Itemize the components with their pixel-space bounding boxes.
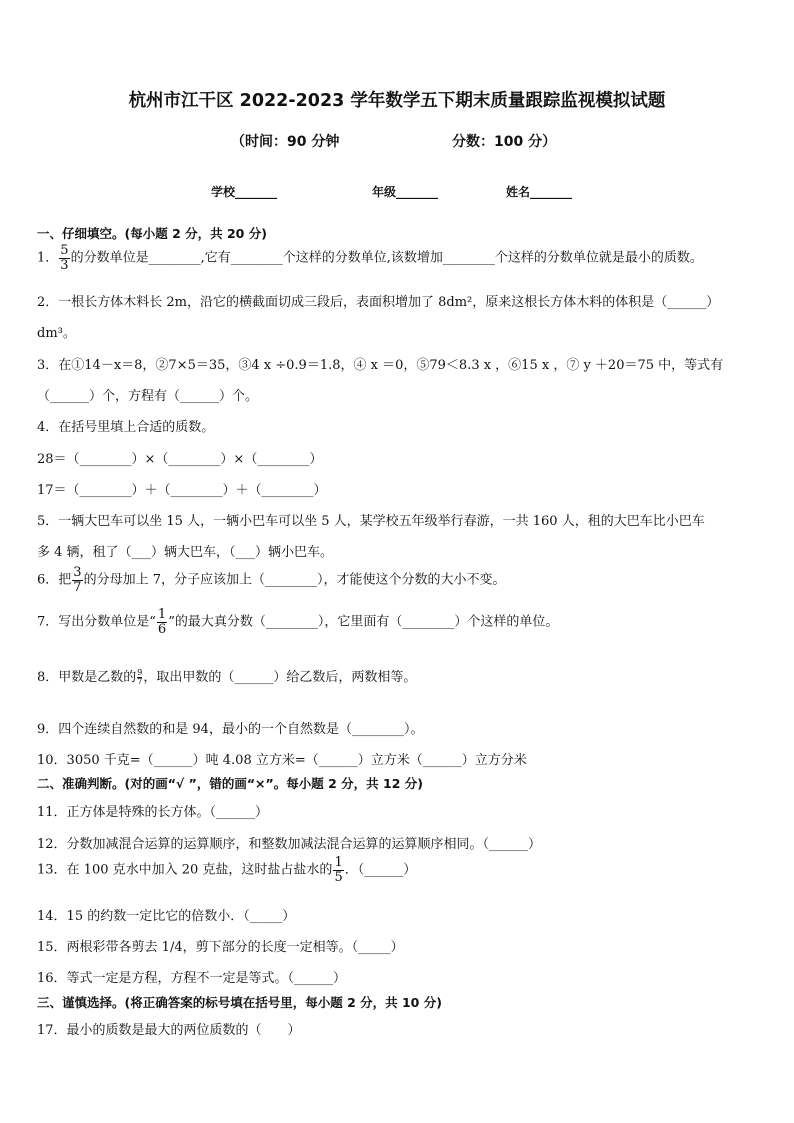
question-text: ．（______） [344,862,417,878]
school-field: 学校_______ [211,185,278,199]
question-16: 16．等式一定是方程，方程不一定是等式。（______） [37,971,347,986]
question-4-line-3: 17＝（________）＋（________）＋（________） [37,483,327,498]
name-field: 姓名_______ [506,185,573,199]
question-14: 14．15 的约数一定比它的倍数小．（_____） [37,909,296,924]
fraction-numerator: 1 [334,855,343,870]
exam-score: 分数：100 分） [452,134,557,150]
fraction-numerator: 9 [137,667,143,677]
question-17: 17．最小的质数是最大的两位质数的（ ） [37,1023,301,1038]
question-prefix: 6．把 [37,572,72,588]
question-4-line-1: 4．在括号里填上合适的质数。 [37,420,215,435]
question-2-line-2: dm³。 [37,326,76,341]
fraction [137,669,142,687]
question-3-line-2: （______）个，方程有（______）个。 [37,389,259,404]
question-5-line-2: 多 4 辆，租了（___）辆大巴车，（___）辆小巴车。 [37,545,334,560]
grade-field: 年级_______ [372,185,439,199]
fraction-denominator: 7 [137,677,143,686]
fraction-numerator: 5 [60,243,69,258]
question-text: ，取出甲数的（______）给乙数后，两数相等。 [143,670,417,685]
fraction [59,244,69,272]
section-heading-2: 二、准确判断。(对的画“√ ”，错的画“×”。每小题 2 分，共 12 分) [37,776,423,791]
question-6 [37,566,505,594]
fraction-denominator: 6 [157,621,167,637]
question-2-line-1: 2．一根长方体木料长 2m，沿它的横截面切成三段后，表面积增加了 8dm²，原来这根长方体木料的体积是（______） [37,295,720,310]
fraction-denominator: 3 [60,257,69,273]
question-3-line-1: 3．在①14－x＝8，②7×5＝35，③4 x ÷0.9＝1.8，④ x ＝0，⑤79＜8.3 x ，⑥15 x ，⑦ y ＋20＝75 中，等式有 [37,358,724,373]
question-15: 15．两根彩带各剪去 1/4，剪下部分的长度一定相等。（_____） [37,940,404,955]
fraction-numerator: 1 [157,607,167,622]
section-heading-3: 三、谨慎选择。(将正确答案的标号填在括号里，每小题 2 分，共 10 分) [37,995,442,1010]
question-text: ”的最大真分数（________），它里面有（________）个这样的单位。 [168,614,559,630]
fraction [157,608,167,636]
fraction-numerator: 3 [73,565,82,580]
question-9: 9．四个连续自然数的和是 94，最小的一个自然数是（________）。 [37,722,424,737]
fraction-denominator: 7 [73,579,82,595]
page-title: 杭州市江干区 2022-2023 学年数学五下期末质量跟踪监视模拟试题 [128,91,666,111]
question-4-line-2: 28＝（________）×（________）×（________） [37,452,323,467]
question-12: 12．分数加减混合运算的运算顺序，和整数加减法混合运算的运算顺序相同。（______） [37,837,542,852]
fraction-denominator: 5 [334,869,343,885]
question-7 [37,608,558,636]
question-11: 11．正方体是特殊的长方体。（______） [37,805,269,820]
question-number: 1． [37,250,59,266]
exam-time: （时间：90 分钟 [231,134,340,150]
question-text: 的分母加上 7，分子应该加上（________），才能使这个分数的大小不变。 [83,572,506,588]
fraction [72,566,82,594]
question-5-line-1: 5．一辆大巴车可以坐 15 人，一辆小巴车可以坐 5 人，某学校五年级举行春游，一共 160 人，租的大巴车比小巴车 [37,514,705,529]
question-prefix: 7．写出分数单位是“ [37,614,156,630]
question-10: 10．3050 千克=（______）吨 4.08 立方米=（______）立方米（______）立方分米 [37,753,527,768]
question-prefix: 13．在 100 克水中加入 20 克盐，这时盐占盐水的 [37,862,333,878]
section-heading-1: 一、仔细填空。(每小题 2 分，共 20 分) [37,226,267,241]
question-13 [37,856,416,884]
fraction [333,856,343,884]
question-text: 的分数单位是________,它有________个这样的分数单位,该数增加________个这样的分数单位就是最小的质数。 [70,250,703,266]
question-1 [37,244,703,272]
question-prefix: 8．甲数是乙数的 [37,670,137,685]
question-8 [37,666,416,686]
